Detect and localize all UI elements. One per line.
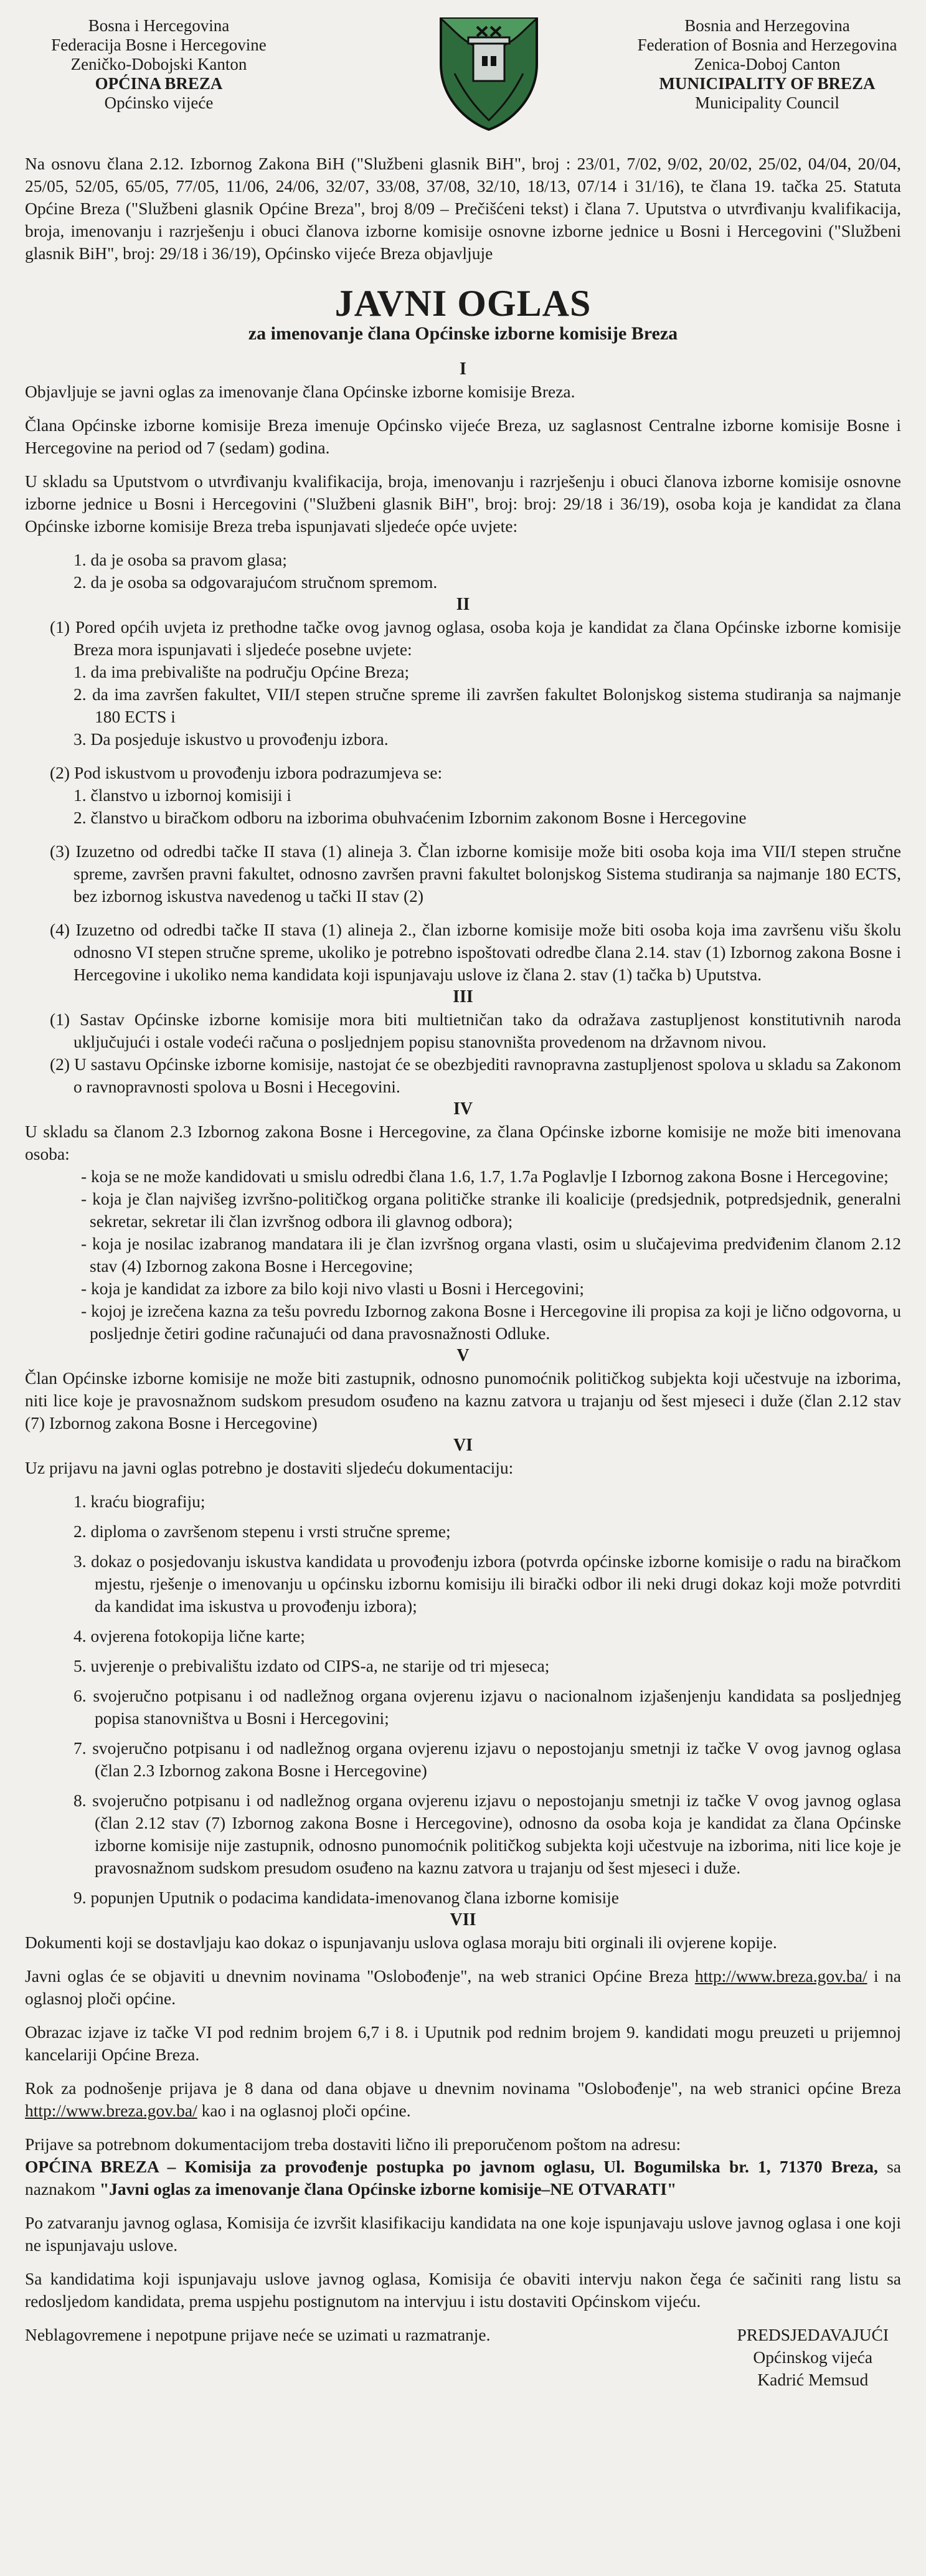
header-right-line: Bosnia and Herzegovina (684, 16, 850, 35)
numbered-paragraph: (1) Pored općih uvjeta iz prethodne tačke ovog javnog oglasa, osoba koja je kandidat za člana Općinske izborne komisije Breza mora ispunjavati i sljedeće posebne uvjete: (50, 617, 901, 659)
numbered-paragraph: (1) Sastav Općinske izborne komisije mora biti multietničan tako da odražava zastupljenost konstitutivnih naroda uključujući i ostale vodeći računa o posljednjem popisu stanovništa provedenom na državnom nivou. (50, 1010, 901, 1051)
signature-title: PREDSJEDAVAJUĆI (737, 2325, 889, 2344)
notice-title: JAVNI OGLAS (334, 283, 592, 324)
footer (25, 2324, 901, 2398)
website-link[interactable]: http://www.breza.gov.ba/ (25, 2101, 197, 2120)
header-left-line: Zeničko-Dobojski Kanton (70, 55, 247, 73)
paragraph: U skladu sa članom 2.3 Izbornog zakona Bosne i Hercegovine, za člana Općinske izborne komisije ne može biti imenovana osoba: (25, 1122, 901, 1163)
signature-block (737, 2324, 889, 2391)
list-item: 6. svojeručno potpisanu i od nadležnog organa ovjerenu izjavu o nacionalnom izjašenjenju kandidata sa posljednjeg popisa stanovništva u Bosni i Hercegovini; (73, 1686, 901, 1728)
coat-of-arms-icon (430, 5, 548, 133)
signature-name: Kadrić Memsud (757, 2370, 869, 2389)
text-span: Rok za podnošenje prijava je 8 dana od dana objave u dnevnim novinama "Oslobođenje", na web stranici općine Breza (25, 2078, 901, 2098)
header-right-line: Municipality Council (695, 93, 839, 112)
letterhead (25, 0, 901, 153)
paragraph (25, 2077, 901, 2122)
section-heading: V (456, 1346, 470, 1365)
text-span: kao i na oglasnoj ploči općine. (197, 2101, 411, 2120)
header-right-line: Federation of Bosnia and Herzegovina (637, 36, 897, 54)
text-span: Javni oglas će se objaviti u dnevnim novinama "Oslobođenje", na web stranici Općine Breza (25, 1966, 695, 1986)
numbered-paragraph: (4) Izuzetno od odredbi tačke II stava (1) alineja 2., član izborne komisije može biti osoba koja ima završenu višu školu odnosno VI stepen stručne spreme, ukoliko je potrebno ispoštovati odredbe člana 2.14. stav (1) Izbornog zakona Bosne i Hercegovine i ukoliko nema kandidata koji ispunjavaju uslove iz člana 2. stav (1) tačka b) Uputstva. (50, 920, 901, 984)
intro-paragraph: Na osnovu člana 2.12. Izbornog Zakona BiH ("Službeni glasnik BiH", broj : 23/01, 7/02, 9/02, 20/02, 25/02, 04/04, 20/04, 25/05, 52/05, 65/05, 77/05, 11/06, 24/06, 32/07, 33/08, 37/08, 32/10, 18/13, 07/14 i 31/16), te člana 19. tačka 25. Statuta Općine Breza ("Službeni glasnik Općine Breza", broj 8/09 – Prečišćeni tekst) i člana 7. Uputstva o utvrđivanju kvalifikacija, broja, imenovanju i razrješenju i obuci članova izborne komisije osnovne izborne jednice u Bosni i Hercegovini ("Službeni glasnik BiH", broj: 29/18 i 36/19), Općinsko vijeće Breza objavljuje (25, 154, 901, 263)
address: OPĆINA BREZA – Komisija za provođenje postupka po javnom oglasu, Ul. Bogumilska br. 1, 71370 Breza, (25, 2157, 878, 2176)
list-item: 2. diploma o završenom stepenu i vrsti stručne spreme; (73, 1522, 451, 1541)
list-item: 2. da je osoba sa odgovarajućom stručnom spremom. (73, 572, 438, 592)
paragraph: Sa kandidatima koji ispunjavaju uslove javnog oglasa, Komisija će obaviti intervju nakon čega će sačiniti rang listu sa redosljedom kandidata, prema uspjehu postignutom na intervjuu i istu dostaviti Općinskom vijeću. (25, 2269, 901, 2311)
list-item: 8. svojeručno potpisanu i od nadležnog organa ovjerenu izjavu o nepostojanju smetnji iz tačke V ovog javnog oglasa (član 2.12 stav (7) Izbornog zakona Bosne i Hercegovine), odnosno da osoba koja je kandidat za člana Općinske izborne komisije nije zastupnik, odnosno punomoćnik političkog subjekta koji učestvuje na izborima, niti lice koje je pravosnažnom sudskom presudom osuđeno na kaznu zatvora u trajanju od šest mjeseci i duže. (73, 1791, 901, 1877)
paragraph: Po zatvaranju javnog oglasa, Komisija će izvršit klasifikaciju kandidata na one koje ispunjavaju uslove javnog oglasa i one koji ne ispunjavaju uslove. (25, 2213, 901, 2255)
paragraph: Objavljuje se javni oglas za imenovanje člana Općinske izborne komisije Breza. (25, 382, 575, 401)
header-left-line: OPĆINA BREZA (95, 74, 223, 93)
section-heading: VI (453, 1436, 473, 1455)
letterhead-left (25, 16, 293, 113)
dash-item: - koja se ne može kandidovati u smislu odredbi člana 1.6, 1.7, 1.7a Poglavlje I Izbornog zakona Bosne i Hercegovine; (81, 1167, 889, 1186)
list-item: 1. da ima prebivalište na području Općine Breza; (73, 662, 410, 681)
paragraph: Prijave sa potrebnom dokumentacijom treba dostaviti lično ili preporučenom poštom na adresu: (25, 2134, 681, 2154)
signature-body: Općinskog vijeća (753, 2347, 873, 2367)
list-item: 2. članstvo u biračkom odboru na izborima obuhvaćenim Izbornim zakonom Bosne i Hercegovine (73, 808, 747, 827)
numbered-paragraph: (2) Pod iskustvom u provođenju izbora podrazumjeva se: (50, 763, 443, 782)
header-left-line: Bosna i Hercegovina (88, 16, 230, 35)
list-item: 3. dokaz o posjedovanju iskustva kandidata u provođenju izbora (potvrda općinske izborne komisije o radu na biračkom mjestu, rješenje o imenovanju u općinsku izbornu komisiju ili birački odbor ili neki drugi dokaz koji može potvrditi da kandidat ima iskustva u provođenju izbora); (73, 1551, 901, 1616)
list-item: 4. ovjerena fotokopija lične karte; (73, 1626, 305, 1646)
section-heading: III (453, 987, 473, 1006)
list-item: 1. kraću biografiju; (73, 1492, 206, 1511)
header-right-line: Zenica-Doboj Canton (694, 55, 841, 73)
list-item: 7. svojeručno potpisanu i od nadležnog organa ovjerenu izjavu o nepostojanju smetnji iz tačke V ovog javnog oglasa (član 2.3 Izbornog zakona Bosne i Hercegovine) (73, 1738, 901, 1780)
dash-item: - koja je kandidat za izbore za bilo koji nivo vlasti u Bosni i Hercegovini; (81, 1279, 584, 1298)
header-left-line: Federacija Bosne i Hercegovine (51, 36, 267, 54)
notice-subtitle: za imenovanje člana Općinske izborne komisije Breza (248, 323, 678, 344)
section-heading: I (460, 359, 466, 379)
paragraph: Uz prijavu na javni oglas potrebno je dostaviti sljedeću dokumentaciju: (25, 1458, 514, 1477)
paragraph: Člana Općinske izborne komisije Breza imenuje Općinsko vijeće Breza, uz saglasnost Centralne izborne komisije Bosne i Hercegovine na period od 7 (sedam) godina. (25, 415, 901, 457)
section-heading: IV (453, 1099, 473, 1119)
section-heading: VII (450, 1910, 476, 1930)
list-item: 2. da ima završen fakultet, VII/I stepen stručne spreme ili završen fakultet Bolonjskog sistema studiranja sa najmanje 180 ECTS i (73, 684, 901, 726)
paragraph: Dokumenti koji se dostavljaju kao dokaz o ispunjavanju uslova oglasa moraju biti orginali ili ovjerene kopije. (25, 1933, 777, 1952)
paragraph: Član Općinske izborne komisije ne može biti zastupnik, odnosno punomoćnik političkog subjekta koji učestvuje na izborima, niti lice koje je pravosnažnom sudskom presudom osuđeno na kaznu zatvora u trajanju od šest mjeseci i duže (član 2.12 stav (7) Izbornog zakona Bosne i Hercegovine) (25, 1368, 901, 1432)
header-left-line: Općinsko vijeće (104, 93, 214, 112)
paragraph (25, 1965, 901, 2010)
text-span: i na oglasnoj ploči općine. (25, 1966, 901, 2008)
letterhead-right (633, 16, 901, 113)
envelope-label: "Javni oglas za imenovanje člana Općinske izborne komisije–NE OTVARATI" (99, 2179, 677, 2199)
header-right-line: MUNICIPALITY OF BREZA (659, 74, 876, 93)
footer-note: Neblagovremene i nepotpune prijave neće se uzimati u razmatranje. (25, 2325, 491, 2344)
list-item: 9. popunjen Uputnik o podacima kandidata-imenovanog člana izborne komisije (73, 1888, 619, 1907)
list-item: 1. da je osoba sa pravom glasa; (73, 550, 287, 569)
dash-item: - koja je član najvišeg izvršno-političkog organa političke stranke ili koalicije (predsjednik, potpredsjednik, generalni sekretar, sekretar ili član izvršnog odbora ili glavnog odbora); (81, 1189, 901, 1231)
list-item: 1. članstvo u izbornoj komisiji i (73, 785, 291, 805)
dash-item: - kojoj je izrečena kazna za tešu povredu Izbornog zakona Bosne i Hercegovine ili propisa za koji je lično odgovorna, u posljednje četiri godine računajući od dana pravosnažnosti Odluke. (81, 1301, 901, 1343)
text-span: sa naznakom (25, 2157, 901, 2199)
website-link[interactable]: http://www.breza.gov.ba/ (694, 1966, 867, 1986)
list-item: 5. uvjerenje o prebivalištu izdato od CIPS-a, ne starije od tri mjeseca; (73, 1656, 550, 1675)
section-heading: II (456, 595, 470, 614)
list-item: 3. Da posjeduje iskustvo u provođenju izbora. (73, 729, 389, 749)
paragraph: U skladu sa Uputstvom o utvrđivanju kvalifikacija, broja, imenovanju i razrješenju i obuci članova izborne komisije osnovne izborne jednice u Bosni i Hercegovini ("Službeni glasnik BiH", broj: broj: 29/18 i 36/19), osoba koja je kandidat za člana Općinske izborne komisije Breza treba ispunjavati sljedeće opće uvjete: (25, 471, 901, 536)
numbered-paragraph: (2) U sastavu Općinske izborne komisije, nastojat će se obezbjediti ravnopravna zastupljenost spolova u skladu sa Zakonom o ravnopravnosti spolova u Bosni i Hecegovini. (50, 1054, 901, 1096)
paragraph: Obrazac izjave iz tačke VI pod rednim brojem 6,7 i 8. i Uputnik pod rednim brojem 9. kandidati mogu preuzeti u prijemnoj kancelariji Općine Breza. (25, 2022, 901, 2064)
numbered-paragraph: (3) Izuzetno od odredbi tačke II stava (1) alineja 3. Član izborne komisije može biti osoba koja ima VII/I stepen stručne spreme, završen pravni fakultet, odnosno završen pravni fakultet bolonjskog Sistema studiranja sa najmanje 180 ECTS, bez izbornog iskustva navedenog u tački II stav (2) (50, 841, 901, 906)
address-paragraph (25, 2156, 901, 2200)
dash-item: - koja je nosilac izabranog mandatara ili je član izvršnog organa vlasti, osim u slučajevima predviđenim članom 2.12 stav (4) Izbornog zakona Bosne i Hercegovine; (81, 1234, 901, 1276)
